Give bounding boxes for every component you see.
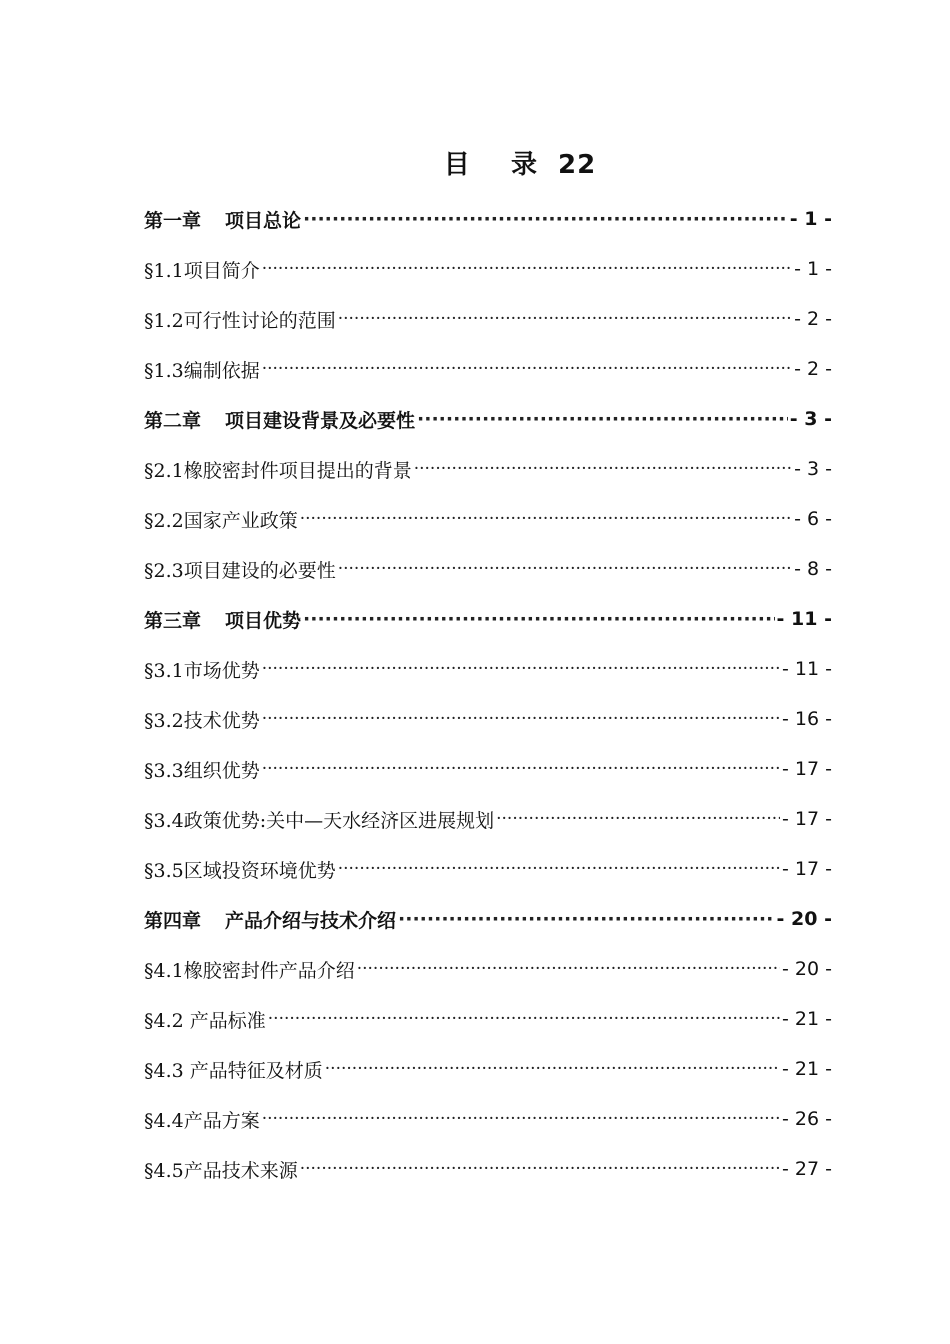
chapter-number: 第四章 — [144, 909, 202, 932]
toc-entry-label: §2.1橡胶密封件项目提出的背景 — [144, 459, 412, 482]
toc-page-number: - 6 - — [794, 508, 832, 530]
toc-page-number: - 11 - — [776, 608, 832, 630]
dot-leader — [357, 959, 780, 979]
toc-section-entry[interactable] — [144, 344, 832, 394]
toc-entry-label: §1.3编制依据 — [144, 359, 260, 382]
dot-leader — [414, 459, 792, 479]
dot-leader — [417, 408, 788, 430]
dot-leader — [338, 559, 792, 579]
toc-page-number: - 3 - — [794, 458, 832, 480]
dot-leader — [338, 309, 792, 329]
dot-leader — [262, 259, 792, 279]
toc-entry-label: §4.2 产品标准 — [144, 1009, 266, 1032]
dot-leader — [338, 859, 780, 879]
dot-leader — [300, 509, 792, 529]
toc-page-number: - 3 - — [789, 408, 832, 430]
toc-entry-label: §4.1橡胶密封件产品介绍 — [144, 959, 355, 982]
dot-leader — [303, 208, 788, 230]
toc-chapter-entry[interactable] — [144, 594, 832, 644]
dot-leader — [325, 1059, 780, 1079]
toc-section-entry[interactable] — [144, 494, 832, 544]
toc-title: 目 录 22 — [443, 150, 597, 180]
toc-section-entry[interactable] — [144, 794, 832, 844]
toc-entry-label: §3.3组织优势 — [144, 759, 260, 782]
toc-page-number: - 16 - — [782, 708, 832, 730]
toc-page-number: - 2 - — [794, 308, 832, 330]
toc-section-entry[interactable] — [144, 1094, 832, 1144]
toc-entry-label: §3.4政策优势:关中—天水经济区进展规划 — [144, 809, 495, 832]
dot-leader — [496, 809, 780, 829]
toc-entry-label: §4.4产品方案 — [144, 1109, 260, 1132]
chapter-number: 第一章 — [144, 209, 202, 232]
toc-entry-label: §3.5区域投资环境优势 — [144, 859, 336, 882]
toc-page-number: - 20 - — [776, 908, 832, 930]
toc-page-number: - 21 - — [782, 1008, 832, 1030]
toc-section-entry[interactable] — [144, 744, 832, 794]
toc-chapter-entry[interactable] — [144, 194, 832, 244]
toc-section-entry[interactable] — [144, 944, 832, 994]
toc-section-entry[interactable] — [144, 844, 832, 894]
chapter-title: 项目总论 — [225, 209, 302, 232]
toc-entry-label — [144, 406, 415, 433]
chapter-title: 产品介绍与技术介绍 — [225, 909, 397, 932]
toc-entry-label: §2.3项目建设的必要性 — [144, 559, 336, 582]
toc-page-number: - 17 - — [782, 808, 832, 830]
toc-page-number: - 17 - — [782, 858, 832, 880]
dot-leader — [262, 359, 792, 379]
toc-entry-label: §2.2国家产业政策 — [144, 509, 298, 532]
dot-leader — [262, 709, 780, 729]
toc-chapter-entry[interactable] — [144, 894, 832, 944]
toc-page-number: - 17 - — [782, 758, 832, 780]
toc-page-number: - 21 - — [782, 1058, 832, 1080]
dot-leader — [262, 659, 780, 679]
toc-section-entry[interactable] — [144, 644, 832, 694]
toc-page-number: - 26 - — [782, 1108, 832, 1130]
toc-page-number: - 8 - — [794, 558, 832, 580]
toc-section-entry[interactable] — [144, 444, 832, 494]
dot-leader — [303, 608, 775, 630]
toc-page-number: - 1 - — [794, 258, 832, 280]
chapter-title: 项目优势 — [225, 609, 302, 632]
toc-page-number: - 2 - — [794, 358, 832, 380]
toc-entry-label: §3.1市场优势 — [144, 659, 260, 682]
toc-entry-label — [144, 906, 396, 933]
toc-page-number: - 11 - — [782, 658, 832, 680]
toc-entry-label — [144, 206, 301, 233]
chapter-number: 第三章 — [144, 609, 202, 632]
table-of-contents — [144, 194, 832, 1194]
toc-section-entry[interactable] — [144, 694, 832, 744]
toc-entry-label: §1.2可行性讨论的范围 — [144, 309, 336, 332]
toc-page-number: - 27 - — [782, 1158, 832, 1180]
toc-entry-label: §4.3 产品特征及材质 — [144, 1059, 323, 1082]
dot-leader — [398, 908, 775, 930]
toc-page-number: - 20 - — [782, 958, 832, 980]
chapter-number: 第二章 — [144, 409, 202, 432]
toc-entry-label: §4.5产品技术来源 — [144, 1159, 298, 1182]
dot-leader — [262, 1109, 780, 1129]
toc-section-entry[interactable] — [144, 1044, 832, 1094]
toc-chapter-entry[interactable] — [144, 394, 832, 444]
toc-entry-label — [144, 606, 301, 633]
toc-page-number: - 1 - — [789, 208, 832, 230]
dot-leader — [262, 759, 780, 779]
toc-section-entry[interactable] — [144, 1144, 832, 1194]
dot-leader — [268, 1009, 780, 1029]
toc-entry-label: §3.2技术优势 — [144, 709, 260, 732]
dot-leader — [300, 1159, 780, 1179]
toc-section-entry[interactable] — [144, 244, 832, 294]
toc-entry-label: §1.1项目简介 — [144, 259, 260, 282]
chapter-title: 项目建设背景及必要性 — [225, 409, 416, 432]
toc-section-entry[interactable] — [144, 994, 832, 1044]
toc-section-entry[interactable] — [144, 294, 832, 344]
toc-section-entry[interactable] — [144, 544, 832, 594]
